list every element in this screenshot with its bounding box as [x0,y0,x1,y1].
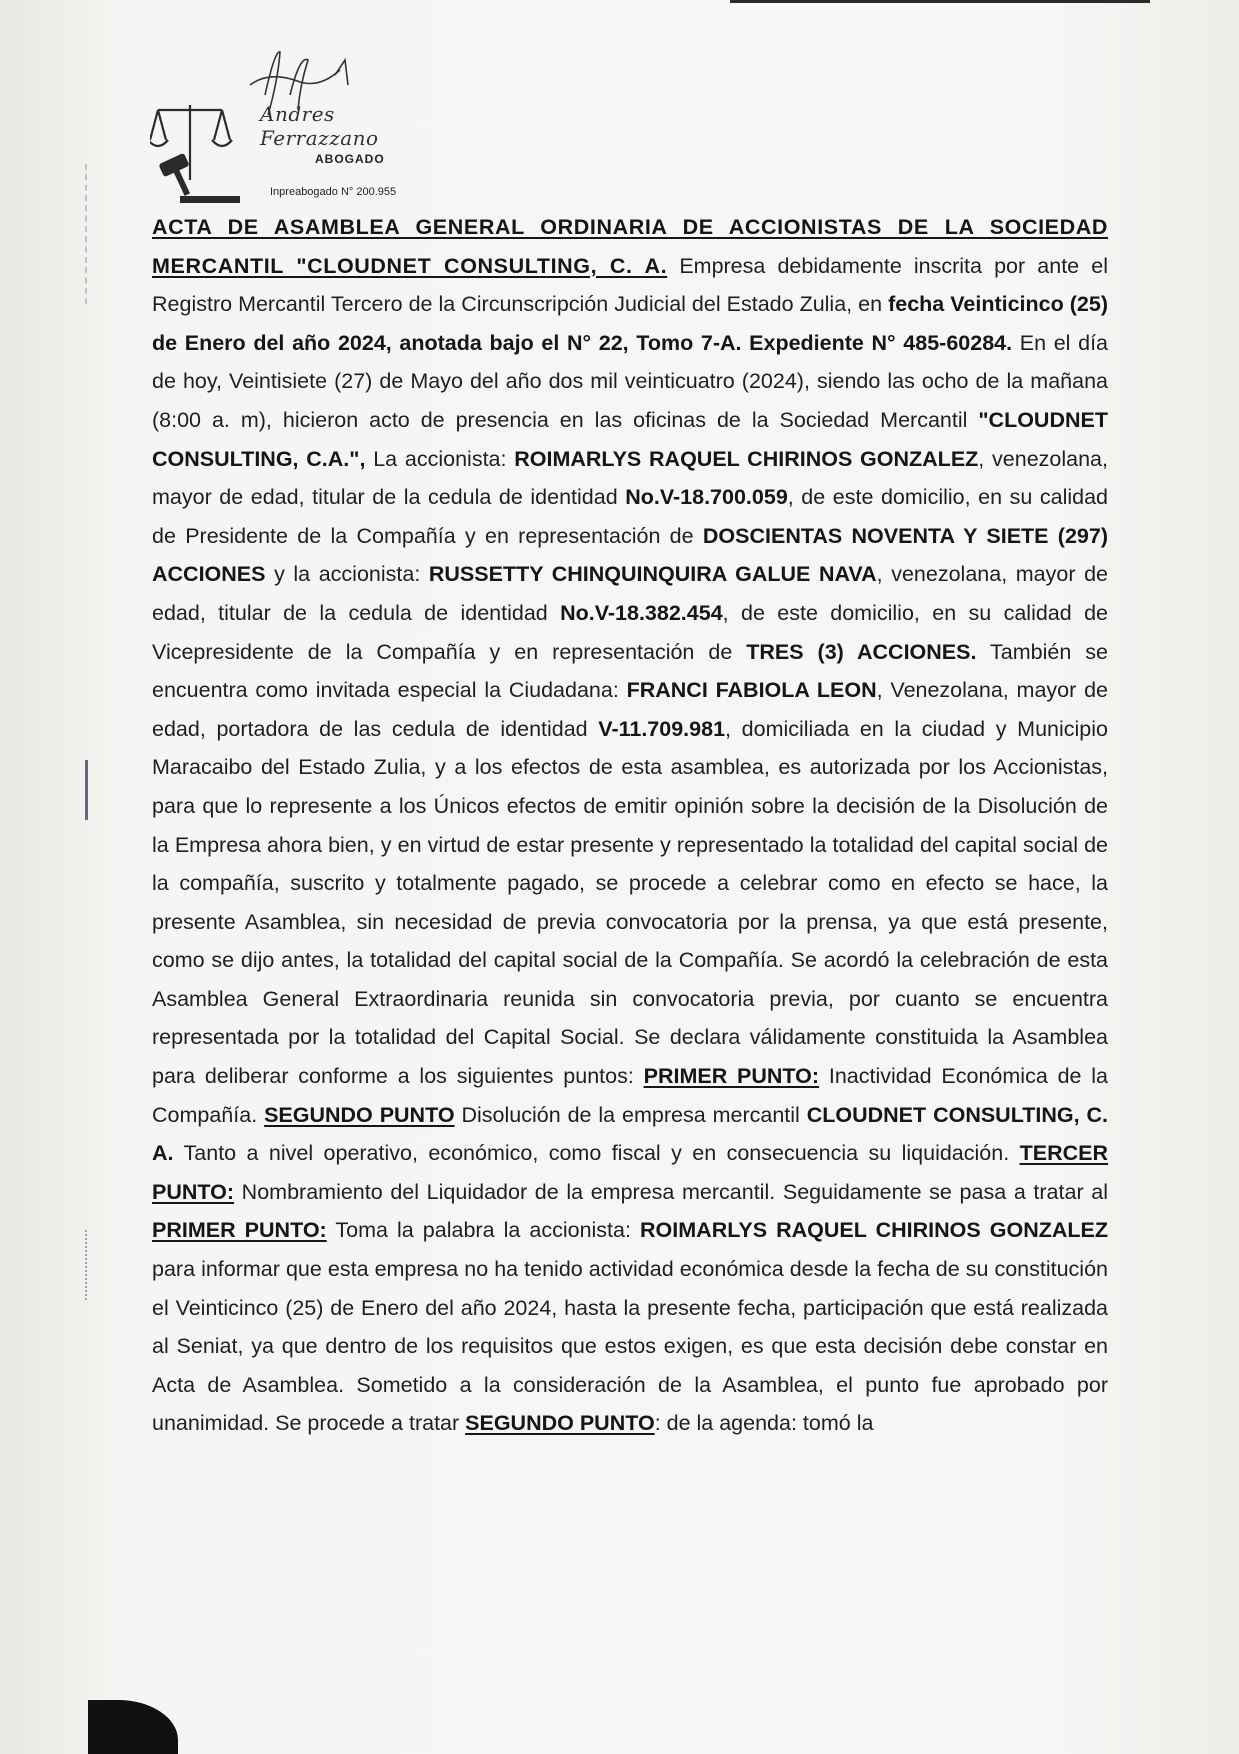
letterhead [150,40,470,210]
agenda-point-heading: PRIMER PUNTO: [152,1218,327,1243]
agenda-point-heading: TERCER PUNTO: [152,1141,1108,1204]
lawyer-role: ABOGADO [315,152,385,166]
company-name: "CLOUDNET CONSULTING, C.A.", [152,407,1108,471]
binding-mark-top [85,164,147,327]
agenda-point-heading: SEGUNDO PUNTO [264,1102,455,1127]
text-run: Inactividad Económica de la Compañía. [152,1064,1109,1127]
shares-count: TRES (3) ACCIONES. [746,639,977,664]
text-run: Toma la palabra la accionista: [326,1218,641,1243]
top-edge-rule [730,0,1150,3]
agenda-point-heading: PRIMER PUNTO: [643,1064,820,1089]
text-run: , venezolana, mayor de edad, titular de la cedula de identidad [152,562,1108,625]
text-run: , de este domicilio, en su calidad de Presidente de la Compañía y en representación de [152,485,1109,548]
agenda-point-heading: SEGUNDO PUNTO [465,1411,655,1436]
text-run: y la accionista: [265,562,429,587]
text-run: , Venezolana, mayor de edad, portadora de las cedula de identidad [152,678,1108,741]
document-body [152,208,1108,1443]
registry-data: fecha Veinticinco (25) de Enero del año 2024, anotada bajo el N° 22, Tomo 7-A. Expediente N° 485-60284. [152,292,1108,355]
text-run: , venezolana, mayor de edad, titular de la cedula de identidad [152,446,1108,510]
text-run: Empresa debidamente inscrita por ante el Registro Mercantil Tercero de la Circunscripción Judicial del Estado Zulia, en [152,253,1108,317]
id-number: No.V-18.382.454 [560,600,723,625]
shareholder-name: RUSSETTY CHINQUINQUIRA GALUE NAVA [428,562,877,587]
text-run: Tanto a nivel operativo, económico, como fiscal y en consecuencia su liquidación. [173,1141,1020,1166]
shareholder-name: ROIMARLYS RAQUEL CHIRINOS GONZALEZ [514,446,979,471]
text-run: , de este domicilio, en su calidad de Vicepresidente de la Compañía y en representación de [152,600,1108,664]
text-run: : de la agenda: tomó la [654,1411,874,1436]
text-run: En el día de hoy, Veintisiete (27) de Mayo del año dos mil veinticuatro (2024), siendo las ocho de la mañana (8:00 a. m), hicieron acto de presencia en las oficinas de la Sociedad Mercantil [152,330,1108,432]
text-run: Nombramiento del Liquidador de la empresa mercantil. Seguidamente se pasa a tratar al [234,1179,1108,1204]
company-name: CLOUDNET CONSULTING, C. A. [152,1102,1108,1166]
binding-mark-lower [85,1230,147,1300]
shares-count: DOSCIENTAS NOVENTA Y SIETE (297) ACCIONES [152,523,1108,587]
text-run: , domiciliada en la ciudad y Municipio Maracaibo del Estado Zulia, y a los efectos de esta asamblea, es autorizada por los Accionistas, para que lo represente a los Únicos efectos de emitir opinión sobre la decisión de la Disolución de la Empresa ahora bien, y en virtud de estar presente y representado la totalidad del capital social de la compañía, suscrito y totalmente pagado, se procede a celebrar como en efecto se hace, la presente Asamblea, sin necesidad de previa convocatoria por la prensa, ya que está presente, como se dijo antes, la totalidad del capital social de la Compañía. Se acordó la celebración de esta Asamblea General Extraordinaria reunida sin convocatoria previa, por cuanto se encuentra representada por la totalidad del Capital Social. Se declara válidamente constituida la Asamblea para deliberar conforme a los siguientes puntos: [152,716,1108,1089]
signature-name: Andres Ferrazzano [260,102,379,150]
id-number: No.V-18.700.059 [625,485,788,510]
binding-mark-middle [85,760,92,820]
minutes-paragraph [152,208,1108,1443]
lawyer-license: Inpreabogado N° 200.955 [270,186,397,198]
id-number: V-11.709.981 [598,716,726,741]
text-run: También se encuentra como invitada especial la Ciudadana: [152,639,1108,703]
shareholder-name: ROIMARLYS RAQUEL CHIRINOS GONZALEZ [640,1218,1108,1243]
text-run: La accionista: [365,446,515,471]
text-run: para informar que esta empresa no ha tenido actividad económica desde la fecha de su constitución el Veinticinco (25) de Enero del año 2024, hasta la presente fecha, participación que está realizada al Seniat, ya que dentro de los requisitos que estos exigen, es que esta decisión debe constar en Acta de Asamblea. Sometido a la consideración de la Asamblea, el punto fue aprobado por unanimidad. Se procede a tratar [152,1257,1108,1436]
text-run: Disolución de la empresa mercantil [454,1102,807,1127]
guest-name: FRANCI FABIOLA LEON [626,678,877,703]
document-title: ACTA DE ASAMBLEA GENERAL ORDINARIA DE ACCIONISTAS DE LA SOCIEDAD MERCANTIL "CLOUDNET CONSULTING, C. A. [152,215,1108,278]
